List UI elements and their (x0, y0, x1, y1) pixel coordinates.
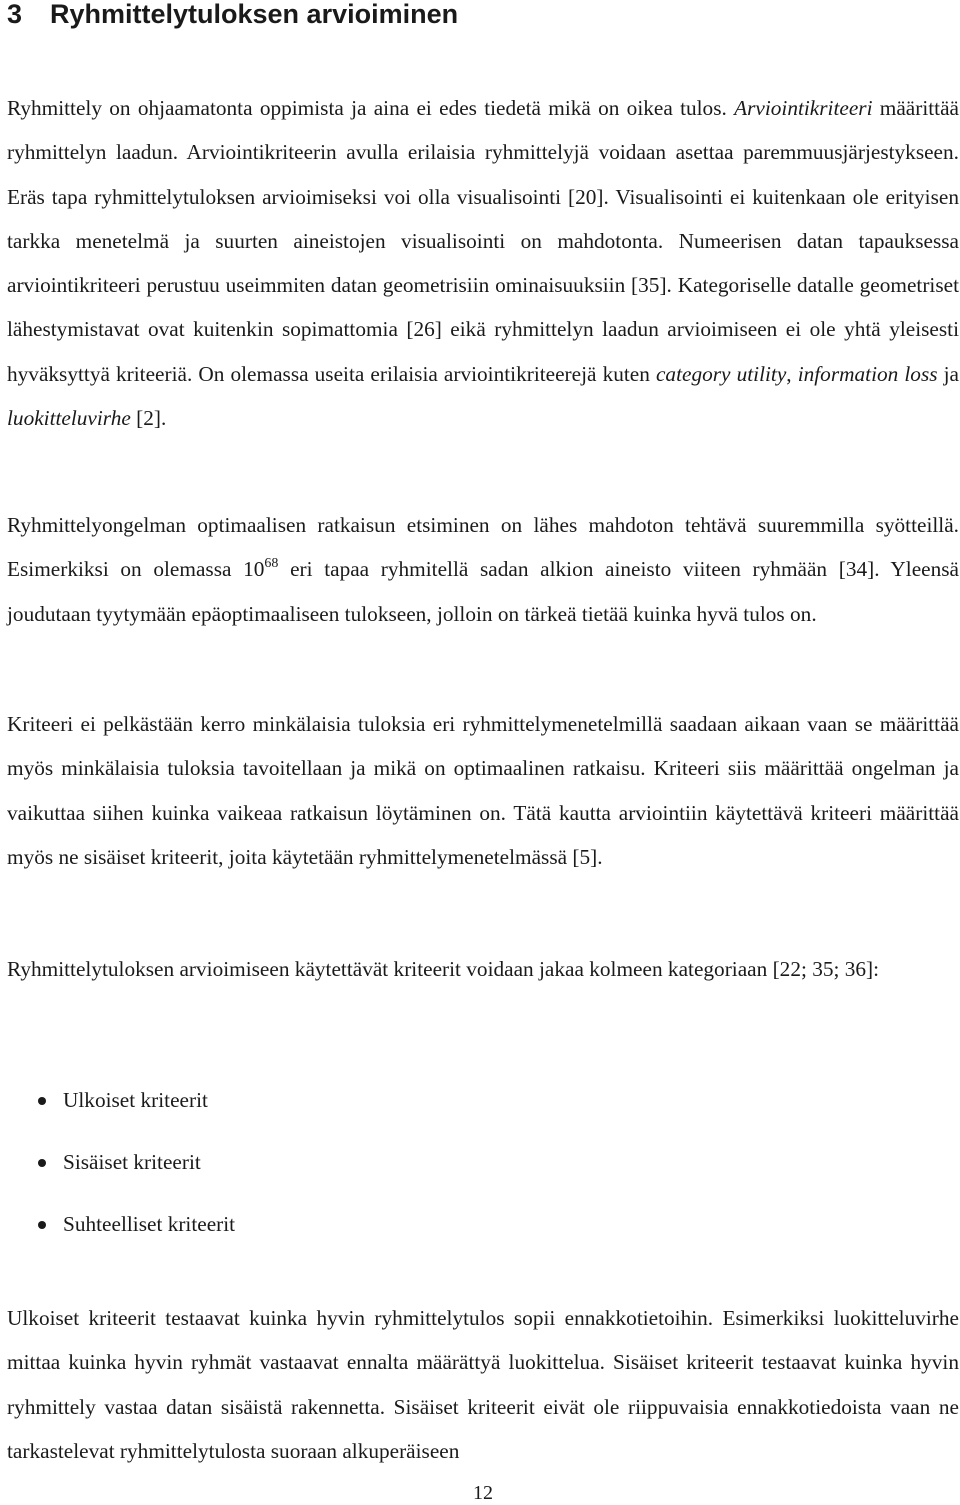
bullet-icon (38, 1097, 46, 1105)
math-base: 10 (243, 557, 265, 582)
p1-text-4: ja (937, 361, 959, 386)
p2-text-1: Ryhmittelyongelman optimaalisen ratkaisun etsiminen on lähes mahdoton tehtävä suuremmilla syötteillä. Esimerkiksi on olemassa (7, 513, 959, 582)
p1-italic-term-3: information loss (797, 361, 938, 386)
section-heading (7, 0, 458, 32)
criteria-list (7, 1078, 907, 1264)
list-item-label: Suhteelliset kriteerit (63, 1212, 236, 1236)
section-number: 3 (7, 0, 23, 29)
p1-text-2: määrittää ryhmittelyn laadun. Arviointikriteerin avulla erilaisia ryhmittelyjä voidaan asettaa paremmuusjärjestykseen. Eräs tapa ryhmittelytuloksen arvioimiseksi voi olla visualisointi [20]. Visualisointi ei kuitenkaan ole erityisen tarkka menetelmä ja suurten aineistojen visualisointi on mahdotonta. Numeerisen datan tapauksessa arviointikriteeri perustuu useimmiten datan geometrisiin ominaisuuksiin [35]. Kategoriselle datalle geometriset lähestymistavat ovat kuitenkin sopimattomia [26] eikä ryhmittelyn laadun arvioimiseen ei ole yhtä yleisesti hyväksyttyä kriteeriä. On olemassa useita erilaisia arviointikriteerejä kuten (7, 96, 959, 386)
p1-italic-term-1: Arviointikriteeri (734, 96, 873, 120)
p1-text-3: , (786, 361, 798, 386)
list-item (7, 1140, 907, 1202)
bullet-icon (38, 1221, 46, 1229)
section-title: Ryhmittelytuloksen arvioiminen (50, 0, 459, 29)
page-number: 12 (473, 1482, 493, 1504)
p1-italic-term-2: category utility (655, 361, 787, 386)
list-item-label: Ulkoiset kriteerit (63, 1088, 208, 1112)
paragraph-3: Kriteeri ei pelkästään kerro minkälaisia tuloksia eri ryhmittelymenetelmillä saadaan aikaan vaan se määrittää myös minkälaisia tuloksia tavoitellaan ja mikä on optimaalinen ratkaisu. Kriteeri siis määrittää ongelman ja vaikuttaa siihen kuinka vaikeaa ratkaisun löytäminen on. Tätä kautta arviointiin käytettävä kriteeri määrittää myös ne sisäiset kriteerit, joita käytetään ryhmittelymenetelmässä [5]. (7, 712, 959, 869)
math-exponent: 68 (264, 556, 279, 572)
p2-text-2: eri tapaa ryhmitellä sadan alkion aineisto viiteen ryhmään [34]. Yleensä joudutaan tyytymään epäoptimaaliseen tulokseen, jolloin on tärkeä tietää kuinka hyvä tulos on. (7, 557, 960, 626)
paragraph-4: Ryhmittelytuloksen arvioimiseen käytettävät kriteerit voidaan jakaa kolmeen kategoriaan [22; 35; 36]: (7, 957, 880, 981)
paragraph-2 (7, 503, 959, 636)
p1-text-5: [2]. (130, 406, 167, 431)
bullet-icon (38, 1159, 46, 1167)
p1-italic-term-4: luokitteluvirhe (7, 406, 131, 431)
paragraph-5: Ulkoiset kriteerit testaavat kuinka hyvin ryhmittelytulos sopii ennakkotietoihin. Esimerkiksi luokitteluvirhe mittaa kuinka hyvin ryhmät vastaavat ennalta määrättyä luokittelua. Sisäiset kriteerit testaavat kuinka hyvin ryhmittely vastaa datan sisäistä rakennetta. Sisäiset kriteerit eivät ole riippuvaisia ennakkotiedoista vaan ne tarkastelevat ryhmittelytulosta suoraan alkuperäiseen (7, 1306, 959, 1463)
list-item (7, 1202, 907, 1264)
p1-text-1: Ryhmittely on ohjaamatonta oppimista ja aina ei edes tiedetä mikä on oikea tulos. (7, 96, 735, 120)
list-item (7, 1078, 907, 1140)
paragraph-1 (7, 86, 959, 440)
list-item-label: Sisäiset kriteerit (63, 1150, 201, 1174)
